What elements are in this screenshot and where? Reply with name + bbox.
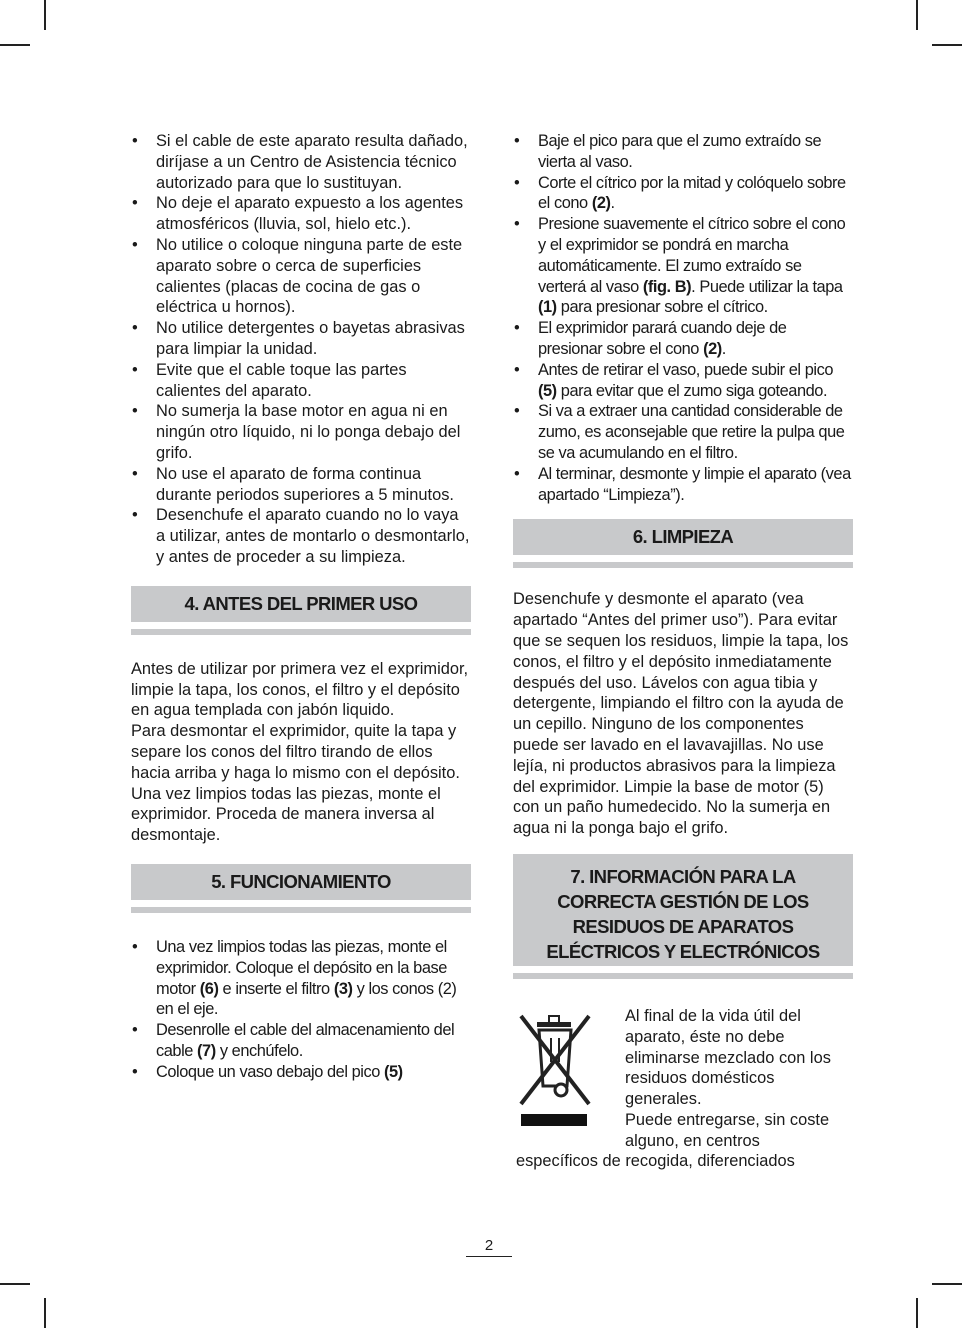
list-item: • Antes de retirar el vaso, puede subir el pico (5) para evitar que el zumo siga goteando. [513, 360, 853, 402]
crop-mark [932, 44, 962, 46]
crop-mark [916, 0, 918, 30]
section-title: 7. INFORMACIÓN PARA LA CORRECTA GESTIÓN DE LOS RESIDUOS DE APARATOS ELÉCTRICOS Y ELECTRÓNICOS [513, 854, 853, 966]
paragraph: Desenchufe y desmonte el aparato (vea apartado “Antes del primer uso”). Para evitar que se sequen los residuos, limpie la tapa, los conos, el filtro y el depósito inmediatamente después del uso. Lávelos con agua tibia y detergente, limpiando el filtro con la ayuda de un cepillo. Ninguno de los componentes puede ser lavado en el lavavajillas. No use lejía, ni productos abrasivos para la limpieza del exprimidor. Limpie la base de motor (5) con un paño humedecido. No la sumerja en agua ni la ponga bajo el grifo. [513, 590, 849, 838]
crop-mark [916, 1298, 918, 1328]
list-item: • Una vez limpios todas las piezas, monte el exprimidor. Coloque el depósito en la base motor (6) e inserte el filtro (3) y los conos (2) en el eje. [131, 937, 471, 1020]
crop-mark [0, 1283, 30, 1285]
operation-list-continued [513, 131, 853, 505]
weee-block [513, 1006, 853, 1152]
section-4-body [131, 659, 471, 846]
section-6-header [513, 519, 853, 568]
list-item: • Desenrolle el cable del almacenamiento del cable (7) y enchúfelo. [131, 1020, 471, 1062]
safety-list [131, 131, 471, 568]
weee-text [625, 1006, 853, 1152]
operation-list [131, 937, 471, 1083]
section-7-header [513, 854, 853, 979]
section-underline [131, 907, 471, 913]
left-column [131, 131, 471, 1082]
weee-crossed-bin-icon [513, 1006, 625, 1131]
section-title: 6. LIMPIEZA [513, 519, 853, 555]
section-4-header [131, 586, 471, 635]
list-item: • Si el cable de este aparato resulta dañado, diríjase a un Centro de Asistencia técnico autorizado para que lo sustituyan. [131, 131, 471, 193]
list-item: • No use el aparato de forma continua durante periodos superiores a 5 minutos. [131, 464, 471, 506]
list-item: • Presione suavemente el cítrico sobre el cono y el exprimidor se pondrá en marcha automáticamente. El zumo extraído se verterá al vaso (fig. B). Puede utilizar la tapa (1) para presionar sobre el cítrico. [513, 214, 853, 318]
section-title: 5. FUNCIONAMIENTO [131, 864, 471, 900]
list-item: • Corte el cítrico por la mitad y colóquelo sobre el cono (2). [513, 173, 853, 215]
paragraph: Antes de utilizar por primera vez el exprimidor, limpie la tapa, los conos, el filtro y el depósito en agua templada con jabón liquido. [131, 659, 469, 720]
section-5-header [131, 864, 471, 913]
section-underline [513, 562, 853, 568]
list-item: • No utilice detergentes o bayetas abrasivas para limpiar la unidad. [131, 318, 471, 360]
crop-mark [44, 0, 46, 30]
list-item: • No deje el aparato expuesto a los agentes atmosféricos (lluvia, sol, hielo etc.). [131, 193, 471, 235]
list-item: • No sumerja la base motor en agua ni en ningún otro líquido, ni lo ponga debajo del grifo. [131, 401, 471, 463]
list-item: • Evite que el cable toque las partes calientes del aparato. [131, 360, 471, 402]
section-underline [131, 629, 471, 635]
list-item: • Al terminar, desmonte y limpie el aparato (vea apartado “Limpieza”). [513, 464, 853, 506]
right-column [513, 131, 853, 1172]
paragraph: específicos de recogida, diferenciados [516, 1152, 795, 1171]
list-item: • Si va a extraer una cantidad considerable de zumo, es aconsejable que retire la pulpa que se va acumulando en el filtro. [513, 401, 853, 463]
section-title: 4. ANTES DEL PRIMER USO [131, 586, 471, 622]
list-item: • Desenchufe el aparato cuando no lo vaya a utilizar, antes de montarlo o desmontarlo, y antes de proceder a su limpieza. [131, 505, 471, 567]
list-item: • No utilice o coloque ninguna parte de este aparato sobre o cerca de superficies calientes (placas de cocina de gas o eléctrica u hornos). [131, 235, 471, 318]
paragraph: Una vez limpios todas las piezas, monte el exprimidor. Proceda de manera inversa al desmontaje. [131, 784, 441, 845]
paragraph: Para desmontar el exprimidor, quite la tapa y separe los conos del filtro tirando de ellos hacia arriba y haga lo mismo con el depósito. [131, 722, 460, 782]
paragraph: Puede entregarse, sin coste alguno, en centros [625, 1110, 830, 1150]
list-item: • Baje el pico para que el zumo extraído se vierta al vaso. [513, 131, 853, 173]
crop-mark [932, 1283, 962, 1285]
page-number: 2 [466, 1237, 512, 1257]
crop-mark [44, 1298, 46, 1328]
crop-mark [0, 44, 30, 46]
paragraph: Al final de la vida útil del aparato, éste no debe eliminarse mezclado con los residuos domésticos generales. [625, 1006, 831, 1109]
section-underline [513, 973, 853, 979]
list-item: • El exprimidor parará cuando deje de presionar sobre el cono (2). [513, 318, 853, 360]
list-item: • Coloque un vaso debajo del pico (5) [131, 1062, 471, 1083]
